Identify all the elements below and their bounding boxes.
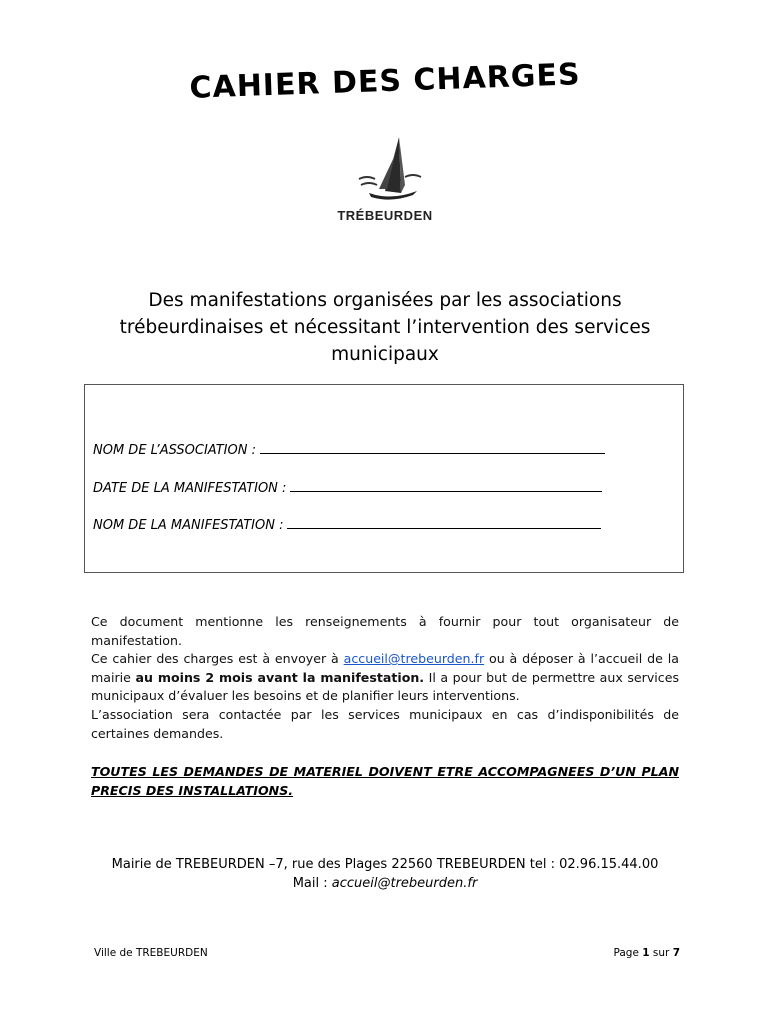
footer-town-name: Ville de TREBEURDEN — [94, 947, 208, 959]
page-separator: sur — [649, 947, 673, 959]
subtitle-line-2: trébeurdinaises et nécessitant l’intervention des services — [119, 317, 651, 338]
manifestation-name-row — [93, 518, 601, 533]
association-name-label: NOM DE L’ASSOCIATION : — [93, 443, 256, 458]
body-p2-end: Il a pour but de permettre aux services municipaux d’évaluer les besoins et de planifier leurs interventions. — [91, 669, 680, 704]
body-p2-start: Ce cahier des charges est à envoyer à — [91, 651, 344, 667]
page-prefix: Page — [613, 947, 643, 959]
email-link[interactable]: accueil@trebeurden.fr — [343, 651, 485, 667]
manifestation-name-label: NOM DE LA MANIFESTATION : — [93, 518, 284, 533]
body-p2-deadline: au moins 2 mois avant la manifestation. — [135, 669, 425, 685]
mail-label: Mail : — [292, 876, 332, 891]
page-total: 7 — [672, 947, 680, 959]
document-title-text: CAHIER DES CHARGES — [188, 57, 582, 106]
association-info-box — [84, 384, 684, 573]
body-paragraph-2 — [91, 650, 679, 706]
manifestation-date-row — [93, 481, 602, 496]
association-name-row — [93, 443, 605, 458]
association-name-field[interactable] — [260, 452, 605, 454]
body-paragraph-3: L’association sera contactée par les services municipaux en cas d’indisponibilités de certaines demandes. — [91, 706, 679, 741]
document-subtitle — [90, 287, 680, 368]
document-title — [0, 51, 770, 113]
document-body — [91, 613, 679, 743]
page-current: 1 — [642, 947, 650, 959]
subtitle-line-1: Des manifestations organisées par les associations — [148, 290, 622, 311]
mail-line — [0, 874, 770, 893]
town-hall-address — [0, 855, 770, 893]
material-warning: TOUTES LES DEMANDES DE MATERIEL DOIVENT ETRE ACCOMPAGNEES D’UN PLAN PRECIS DES INSTALLATIONS. — [91, 764, 679, 798]
manifestation-date-field[interactable] — [290, 490, 602, 492]
page-number — [613, 947, 680, 959]
sailboat-logo-icon — [355, 135, 425, 205]
subtitle-line-3: municipaux — [331, 344, 439, 365]
body-paragraph-1: Ce document mentionne les renseignements à fournir pour tout organisateur de manifestation. — [91, 614, 679, 648]
manifestation-date-label: DATE DE LA MANIFESTATION : — [93, 481, 287, 496]
logo-brand-text: TRÉBEURDEN — [337, 208, 433, 223]
address-line: Mairie de TREBEURDEN –7, rue des Plages 22560 TREBEURDEN tel : 02.96.15.44.00 — [111, 857, 659, 872]
mail-address: accueil@trebeurden.fr — [331, 876, 478, 891]
body-p2-mid: ou à déposer à l’accueil de la mairie — [91, 651, 679, 685]
manifestation-name-field[interactable] — [287, 527, 601, 529]
